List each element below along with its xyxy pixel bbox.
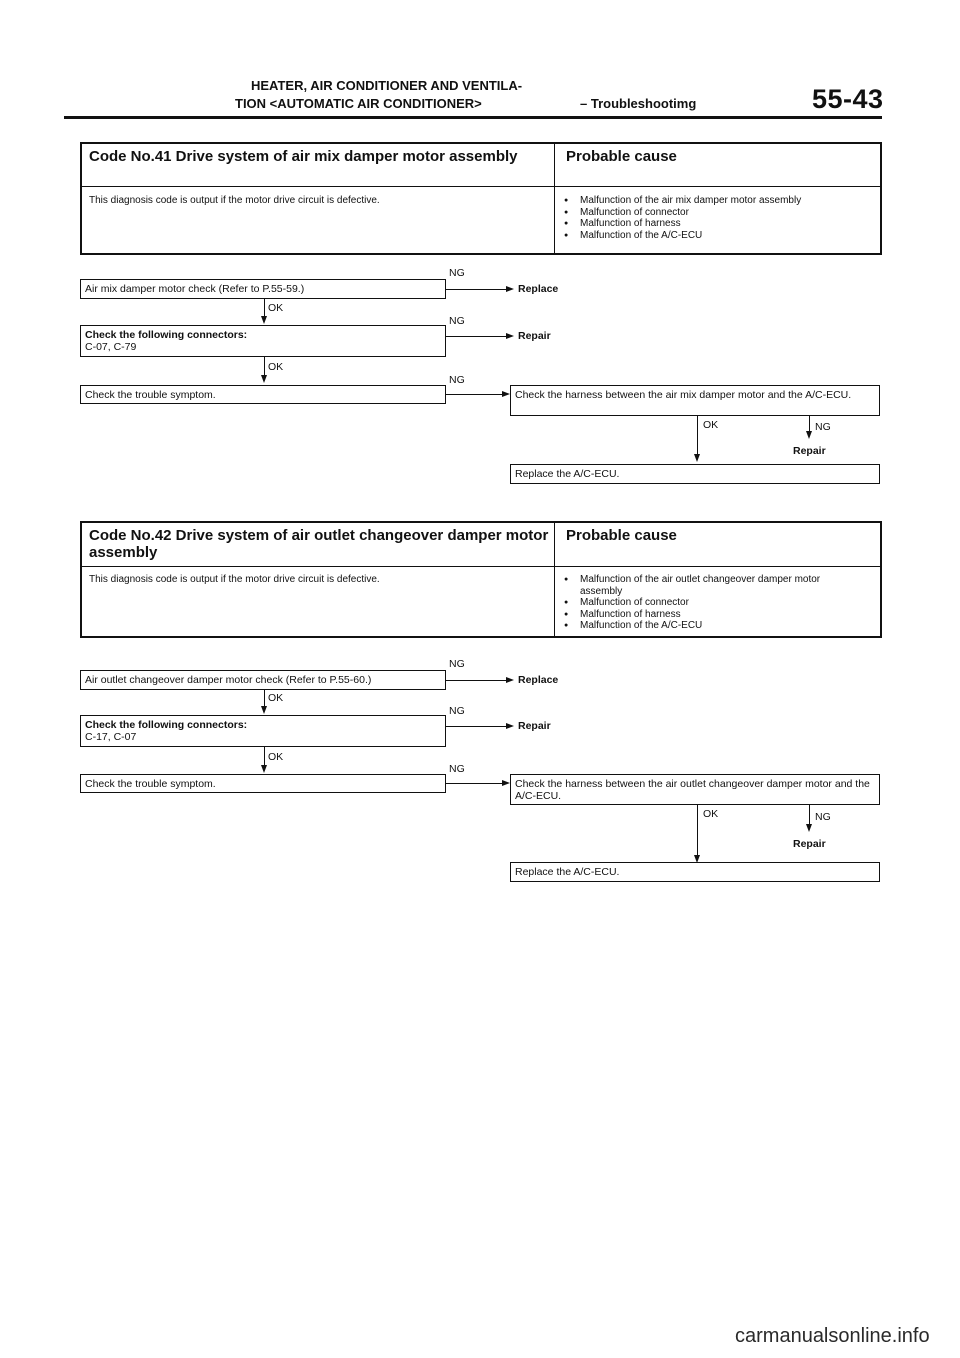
code41-step2-arrow-line [446,336,508,337]
header-title-line2: TION <AUTOMATIC AIR CONDITIONER> [235,96,482,111]
code41-table-col-divider [554,142,555,255]
code41-description: This diagnosis code is output if the motor drive circuit is defective. [89,195,380,206]
code42-cause-item: ● Malfunction of harness [564,609,864,621]
code42-ok1-arrowhead [261,706,267,714]
code41-cause-item: ● Malfunction of connector [564,207,876,219]
code42-ng4-arrowhead [806,824,812,832]
code42-step2-title: Check the following connectors: [85,719,248,731]
code41-step2-detail: C-07, C-79 [85,341,137,353]
code41-ok2-arrowhead [261,375,267,383]
code42-step4-box: Check the harness between the air outlet changeover damper motor and the A/C-ECU. [510,774,880,805]
code42-step1-arrow-line [446,680,508,681]
code41-cause-item: ● Malfunction of the air mix damper motor assembly [564,195,876,207]
code41-ok3-line [697,416,698,456]
code42-step2-detail: C-17, C-07 [85,731,137,743]
code42-step1-result: Replace [518,674,559,686]
code41-ok3: OK [703,419,719,431]
code41-step3-box: Check the trouble symptom. [80,385,446,404]
code42-title: Code No.42 Drive system of air outlet changeover damper motor assembly [89,527,549,561]
code41-step4-box: Check the harness between the air mix damper motor and the A/C-ECU. [510,385,880,416]
header-title-line1: HEATER, AIR CONDITIONER AND VENTILA- [251,78,523,93]
code42-final-box: Replace the A/C-ECU. [510,862,880,882]
code42-step2-ng: NG [449,705,465,717]
code42-step1-arrowhead [506,677,514,683]
code42-step3-arrowhead [502,780,510,786]
code42-step1-box: Air outlet changeover damper motor check (Refer to P.55-60.) [80,670,446,690]
code42-step2-arrowhead [506,723,514,729]
code41-cause-list [564,195,876,241]
code41-ok2: OK [268,361,284,373]
code41-step3-ng: NG [449,374,465,386]
code41-step2-box [80,325,446,357]
code41-step1-box: Air mix damper motor check (Refer to P.55-59.) [80,279,446,299]
code42-ok2: OK [268,751,284,763]
code42-description: This diagnosis code is output if the motor drive circuit is defective. [89,574,380,585]
code41-step1-arrowhead [506,286,514,292]
code42-ng4: NG [815,811,831,823]
code42-cause-item: ● Malfunction of connector [564,597,864,609]
code41-step2-arrowhead [506,333,514,339]
code41-step1-arrow-line [446,289,508,290]
code42-table-row-divider [80,566,882,567]
code42-step2-arrow-line [446,726,508,727]
code42-step3-box: Check the trouble symptom. [80,774,446,793]
code42-table-col-divider [554,521,555,638]
header-rule [64,116,882,119]
code41-final-box: Replace the A/C-ECU. [510,464,880,484]
code41-step4-result: Repair [793,445,826,457]
code41-ng4: NG [815,421,831,433]
code41-cause-header: Probable cause [566,148,677,165]
code42-ok1: OK [268,692,284,704]
header-section: – Troubleshootimg [580,96,697,111]
code42-step2-box [80,715,446,747]
code41-step2-title: Check the following connectors: [85,329,248,341]
watermark: carmanualsonline.info [735,1325,930,1347]
code42-step4-result: Repair [793,838,826,850]
code41-title: Code No.41 Drive system of air mix damper motor assembly [89,148,518,165]
code42-step2-result: Repair [518,720,551,732]
code41-step2-ng: NG [449,315,465,327]
page-number: 55-43 [812,84,884,114]
code42-cause-item: ● Malfunction of the A/C-ECU [564,620,864,632]
code42-ok3: OK [703,808,719,820]
code42-cause-list [564,574,864,632]
code41-cause-item: ● Malfunction of harness [564,218,876,230]
code41-cause-item: ● Malfunction of the A/C-ECU [564,230,876,242]
code42-cause-header: Probable cause [566,527,677,544]
code42-ok2-arrowhead [261,765,267,773]
code41-ok3-arrowhead [694,454,700,462]
code42-step3-ng: NG [449,763,465,775]
code42-cause-item: ● Malfunction of the air outlet changeover damper motor assembly [564,574,864,597]
code41-step3-arrowhead [502,391,510,397]
code42-ok3-line [697,805,698,857]
code41-step2-result: Repair [518,330,551,342]
code41-step1-result: Replace [518,283,559,295]
code42-step3-arrow-line [446,783,505,784]
code41-ng4-arrowhead [806,431,812,439]
code42-step1-ng: NG [449,658,465,670]
code41-table-row-divider [80,186,882,187]
code41-ok1: OK [268,302,284,314]
code41-ok1-arrowhead [261,316,267,324]
code41-step3-arrow-line [446,394,505,395]
code41-step1-ng: NG [449,267,465,279]
